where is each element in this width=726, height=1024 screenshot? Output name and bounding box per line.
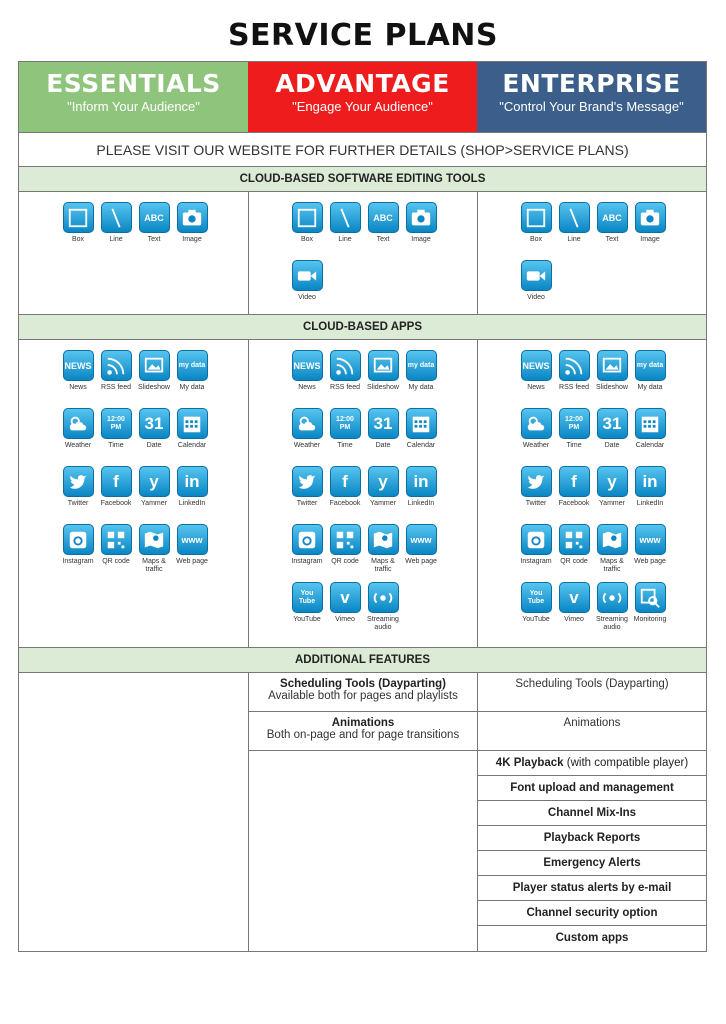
slideshow-icon — [368, 350, 399, 381]
app-tile-label: Calendar — [635, 442, 665, 449]
app-tile — [402, 524, 440, 582]
app-tile — [326, 466, 364, 524]
linkedin-icon: in — [406, 466, 437, 497]
enterprise-feature-item: Playback Reports — [478, 826, 706, 851]
column-divider — [248, 192, 249, 314]
app-tile-label: LinkedIn — [178, 500, 206, 507]
facebook-icon: f — [559, 466, 590, 497]
app-tile-label: RSS feed — [559, 384, 589, 391]
facebook-icon: f — [330, 466, 361, 497]
tools-grid-essentials — [59, 202, 219, 260]
plan-tagline: "Inform Your Audience" — [67, 99, 200, 114]
line-icon — [559, 202, 590, 233]
maps-icon — [368, 524, 399, 555]
feature-animations-enterprise — [478, 712, 706, 751]
twitter-icon — [292, 466, 323, 497]
app-tile-label: Line — [338, 236, 352, 243]
app-tile — [631, 466, 669, 524]
app-tile-label: Instagram — [62, 558, 94, 565]
app-tile — [135, 408, 173, 466]
app-tile-label: Date — [604, 442, 620, 449]
app-tile-label: YouTube — [293, 616, 321, 623]
app-tile — [173, 202, 211, 260]
app-tile — [593, 408, 631, 466]
mydata-icon: my data — [177, 350, 208, 381]
app-tile-label: Web page — [405, 558, 437, 565]
box-icon — [292, 202, 323, 233]
enterprise-feature-item: Player status alerts by e-mail — [478, 876, 706, 901]
vimeo-icon: v — [559, 582, 590, 613]
app-tile-label: News — [69, 384, 87, 391]
yammer-icon: y — [597, 466, 628, 497]
date-icon: 31 — [597, 408, 628, 439]
time-icon: 12:00 PM — [559, 408, 590, 439]
app-tile-label: LinkedIn — [636, 500, 664, 507]
linkedin-icon: in — [177, 466, 208, 497]
plan-header-enterprise — [477, 62, 706, 132]
app-tile-label: Streaming audio — [367, 616, 399, 631]
qr-icon — [101, 524, 132, 555]
youtube-icon: You Tube — [292, 582, 323, 613]
app-tile — [517, 582, 555, 640]
section-header-tools: CLOUD-BASED SOFTWARE EDITING TOOLS — [19, 166, 706, 192]
app-tile-label: Slideshow — [596, 384, 628, 391]
column-divider — [477, 340, 478, 647]
mydata-icon: my data — [635, 350, 666, 381]
app-tile-label: News — [298, 384, 316, 391]
app-tile-label: LinkedIn — [407, 500, 435, 507]
app-tile — [631, 524, 669, 582]
app-tile — [59, 202, 97, 260]
app-tile — [97, 466, 135, 524]
app-tile — [593, 202, 631, 260]
app-tile — [402, 466, 440, 524]
apps-grid-enterprise — [517, 350, 677, 640]
enterprise-feature-item: Channel Mix-Ins — [478, 801, 706, 826]
app-tile — [364, 350, 402, 408]
app-tile-label: Calendar — [406, 442, 436, 449]
app-tile-label: Yammer — [599, 500, 625, 507]
app-tile-label: Box — [529, 236, 543, 243]
weather-icon — [292, 408, 323, 439]
app-tile — [364, 582, 402, 640]
calendar-icon — [406, 408, 437, 439]
plan-name: ESSENTIALS — [46, 69, 221, 98]
app-tile-label: Maps & traffic — [142, 558, 166, 573]
app-tile — [555, 350, 593, 408]
app-tile-label: Time — [337, 442, 353, 449]
qr-icon — [559, 524, 590, 555]
time-icon: 12:00 PM — [330, 408, 361, 439]
app-tile-label: Slideshow — [138, 384, 170, 391]
app-tile — [288, 260, 326, 318]
app-tile-label: Line — [567, 236, 581, 243]
app-tile-label: QR code — [102, 558, 130, 565]
slideshow-icon — [139, 350, 170, 381]
app-tile — [555, 524, 593, 582]
audio-icon — [368, 582, 399, 613]
app-tile — [173, 524, 211, 582]
app-tile — [402, 408, 440, 466]
app-tile — [288, 582, 326, 640]
text-icon: ABC — [368, 202, 399, 233]
app-tile — [97, 524, 135, 582]
plan-tagline: "Control Your Brand's Message" — [499, 99, 684, 114]
line-icon — [330, 202, 361, 233]
app-tile-label: RSS feed — [101, 384, 131, 391]
app-tile-label: Web page — [634, 558, 666, 565]
app-tile — [364, 202, 402, 260]
feature-scheduling-enterprise — [478, 673, 706, 712]
app-tile-label: Image — [182, 236, 202, 243]
section-header-apps: CLOUD-BASED APPS — [19, 314, 706, 340]
app-tile-label: My data — [408, 384, 434, 391]
news-icon: NEWS — [63, 350, 94, 381]
app-tile-label: Vimeo — [335, 616, 355, 623]
app-tile-label: Weather — [522, 442, 550, 449]
app-tile-label: Twitter — [525, 500, 547, 507]
enterprise-feature-item: Emergency Alerts — [478, 851, 706, 876]
app-tile-label: Facebook — [100, 500, 132, 507]
app-tile — [555, 408, 593, 466]
app-tile — [326, 408, 364, 466]
instagram-icon — [292, 524, 323, 555]
app-tile-label: Facebook — [329, 500, 361, 507]
plan-tagline: "Engage Your Audience" — [292, 99, 433, 114]
app-tile-label: Monitoring — [633, 616, 667, 623]
service-plans-table — [18, 61, 707, 952]
app-tile — [135, 350, 173, 408]
facebook-icon: f — [101, 466, 132, 497]
app-tile — [59, 466, 97, 524]
web-icon: www — [177, 524, 208, 555]
app-tile — [593, 466, 631, 524]
yammer-icon: y — [139, 466, 170, 497]
line-icon — [101, 202, 132, 233]
app-tile-label: Twitter — [67, 500, 89, 507]
apps-grid-advantage — [288, 350, 448, 640]
time-icon: 12:00 PM — [101, 408, 132, 439]
news-icon: NEWS — [521, 350, 552, 381]
app-tile — [173, 466, 211, 524]
app-tile-label: RSS feed — [330, 384, 360, 391]
rss-icon — [330, 350, 361, 381]
tools-grid-enterprise — [517, 202, 677, 318]
app-tile — [326, 524, 364, 582]
feature-title: 4K Playback — [495, 757, 564, 769]
app-tile-label: YouTube — [522, 616, 550, 623]
plan-header-advantage — [248, 62, 477, 132]
app-tile-label: QR code — [331, 558, 359, 565]
app-tile-label: Date — [375, 442, 391, 449]
tools-grid-advantage — [288, 202, 448, 318]
enterprise-feature-item: Font upload and management — [478, 776, 706, 801]
linkedin-icon: in — [635, 466, 666, 497]
app-tile — [517, 350, 555, 408]
feature-desc: Both on-page and for page transitions — [266, 729, 460, 741]
app-tile-label: Line — [109, 236, 123, 243]
app-tile-label: Yammer — [370, 500, 396, 507]
app-tile — [288, 202, 326, 260]
app-tile-label: Yammer — [141, 500, 167, 507]
app-tile — [555, 582, 593, 640]
app-tile-label: Video — [527, 294, 545, 301]
app-tile-label: Box — [71, 236, 85, 243]
app-tile — [517, 408, 555, 466]
app-tile — [97, 350, 135, 408]
app-tile — [517, 466, 555, 524]
plan-name: ADVANTAGE — [275, 69, 450, 98]
text-icon: ABC — [139, 202, 170, 233]
column-divider — [248, 340, 249, 647]
app-tile-label: Streaming audio — [596, 616, 628, 631]
feature-title: Animations — [563, 717, 621, 729]
app-tile — [59, 350, 97, 408]
feature-4k-playback — [478, 751, 706, 776]
app-tile-label: Calendar — [177, 442, 207, 449]
app-tile — [631, 408, 669, 466]
yammer-icon: y — [368, 466, 399, 497]
app-tile — [364, 408, 402, 466]
app-tile — [173, 350, 211, 408]
app-tile-label: Web page — [176, 558, 208, 565]
app-tile — [97, 408, 135, 466]
feature-title: Animations — [331, 717, 395, 729]
app-tile — [326, 350, 364, 408]
camera-icon — [406, 202, 437, 233]
weather-icon — [63, 408, 94, 439]
app-tile-label: Date — [146, 442, 162, 449]
plan-header-essentials — [19, 62, 248, 132]
app-tile — [173, 408, 211, 466]
app-tile-label: Text — [376, 236, 390, 243]
app-tile-label: Weather — [64, 442, 92, 449]
app-tile-label: Facebook — [558, 500, 590, 507]
qr-icon — [330, 524, 361, 555]
feature-title: Scheduling Tools (Dayparting) — [515, 678, 669, 690]
app-tile — [631, 202, 669, 260]
app-tile-label: Maps & traffic — [600, 558, 624, 573]
app-tile-label: Text — [147, 236, 161, 243]
monitoring-icon — [635, 582, 666, 613]
video-icon — [292, 260, 323, 291]
app-tile — [517, 524, 555, 582]
app-tile-label: Instagram — [291, 558, 323, 565]
video-icon — [521, 260, 552, 291]
column-divider — [477, 192, 478, 314]
app-tile — [135, 202, 173, 260]
feature-desc: Available both for pages and playlists — [268, 690, 458, 702]
box-icon — [521, 202, 552, 233]
text-icon: ABC — [597, 202, 628, 233]
rss-icon — [559, 350, 590, 381]
app-tile-label: Maps & traffic — [371, 558, 395, 573]
app-tile-label: Vimeo — [564, 616, 584, 623]
app-tile — [135, 466, 173, 524]
app-tile — [288, 466, 326, 524]
app-tile-label: Image — [411, 236, 431, 243]
website-notice: PLEASE VISIT OUR WEBSITE FOR FURTHER DETAILS (SHOP>SERVICE PLANS) — [19, 132, 706, 166]
date-icon: 31 — [368, 408, 399, 439]
camera-icon — [635, 202, 666, 233]
app-tile — [555, 466, 593, 524]
web-icon: www — [406, 524, 437, 555]
app-tile — [364, 466, 402, 524]
app-tile — [631, 350, 669, 408]
app-tile — [288, 524, 326, 582]
instagram-icon — [63, 524, 94, 555]
plan-name: ENTERPRISE — [502, 69, 681, 98]
vimeo-icon: v — [330, 582, 361, 613]
app-tile-label: News — [527, 384, 545, 391]
app-tile — [555, 202, 593, 260]
maps-icon — [597, 524, 628, 555]
app-tile-label: My data — [179, 384, 205, 391]
camera-icon — [177, 202, 208, 233]
youtube-icon: You Tube — [521, 582, 552, 613]
app-tile — [517, 202, 555, 260]
app-tile-label: Twitter — [296, 500, 318, 507]
app-tile-label: Image — [640, 236, 660, 243]
app-tile-label: My data — [637, 384, 663, 391]
enterprise-feature-item: Custom apps — [555, 932, 629, 944]
enterprise-feature-item: Channel security option — [478, 901, 706, 926]
app-tile — [631, 582, 669, 640]
rss-icon — [101, 350, 132, 381]
app-tile-label: Video — [298, 294, 316, 301]
twitter-icon — [63, 466, 94, 497]
date-icon: 31 — [139, 408, 170, 439]
app-tile-label: QR code — [560, 558, 588, 565]
box-icon — [63, 202, 94, 233]
calendar-icon — [177, 408, 208, 439]
feature-animations-advantage — [249, 712, 477, 751]
twitter-icon — [521, 466, 552, 497]
section-header-features: ADDITIONAL FEATURES — [19, 647, 706, 673]
app-tile — [135, 524, 173, 582]
app-tile — [593, 524, 631, 582]
app-tile — [59, 524, 97, 582]
slideshow-icon — [597, 350, 628, 381]
app-tile-label: Slideshow — [367, 384, 399, 391]
app-tile-label: Text — [605, 236, 619, 243]
audio-icon — [597, 582, 628, 613]
feature-note: (with compatible player) — [563, 757, 689, 769]
app-tile — [517, 260, 555, 318]
web-icon: www — [635, 524, 666, 555]
app-tile-label: Box — [300, 236, 314, 243]
feature-title: Scheduling Tools (Dayparting) — [280, 678, 446, 690]
app-tile — [593, 350, 631, 408]
app-tile — [288, 408, 326, 466]
mydata-icon: my data — [406, 350, 437, 381]
page-title: SERVICE PLANS — [227, 18, 499, 53]
app-tile — [364, 524, 402, 582]
app-tile — [97, 202, 135, 260]
app-tile-label: Weather — [293, 442, 321, 449]
maps-icon — [139, 524, 170, 555]
instagram-icon — [521, 524, 552, 555]
calendar-icon — [635, 408, 666, 439]
app-tile-label: Instagram — [520, 558, 552, 565]
app-tile — [593, 582, 631, 640]
weather-icon — [521, 408, 552, 439]
app-tile-label: Time — [108, 442, 124, 449]
app-tile — [402, 350, 440, 408]
app-tile — [326, 582, 364, 640]
app-tile — [288, 350, 326, 408]
app-tile — [326, 202, 364, 260]
apps-grid-essentials — [59, 350, 219, 582]
news-icon: NEWS — [292, 350, 323, 381]
app-tile — [59, 408, 97, 466]
feature-scheduling-advantage — [249, 673, 477, 712]
app-tile — [402, 202, 440, 260]
app-tile-label: Time — [566, 442, 582, 449]
